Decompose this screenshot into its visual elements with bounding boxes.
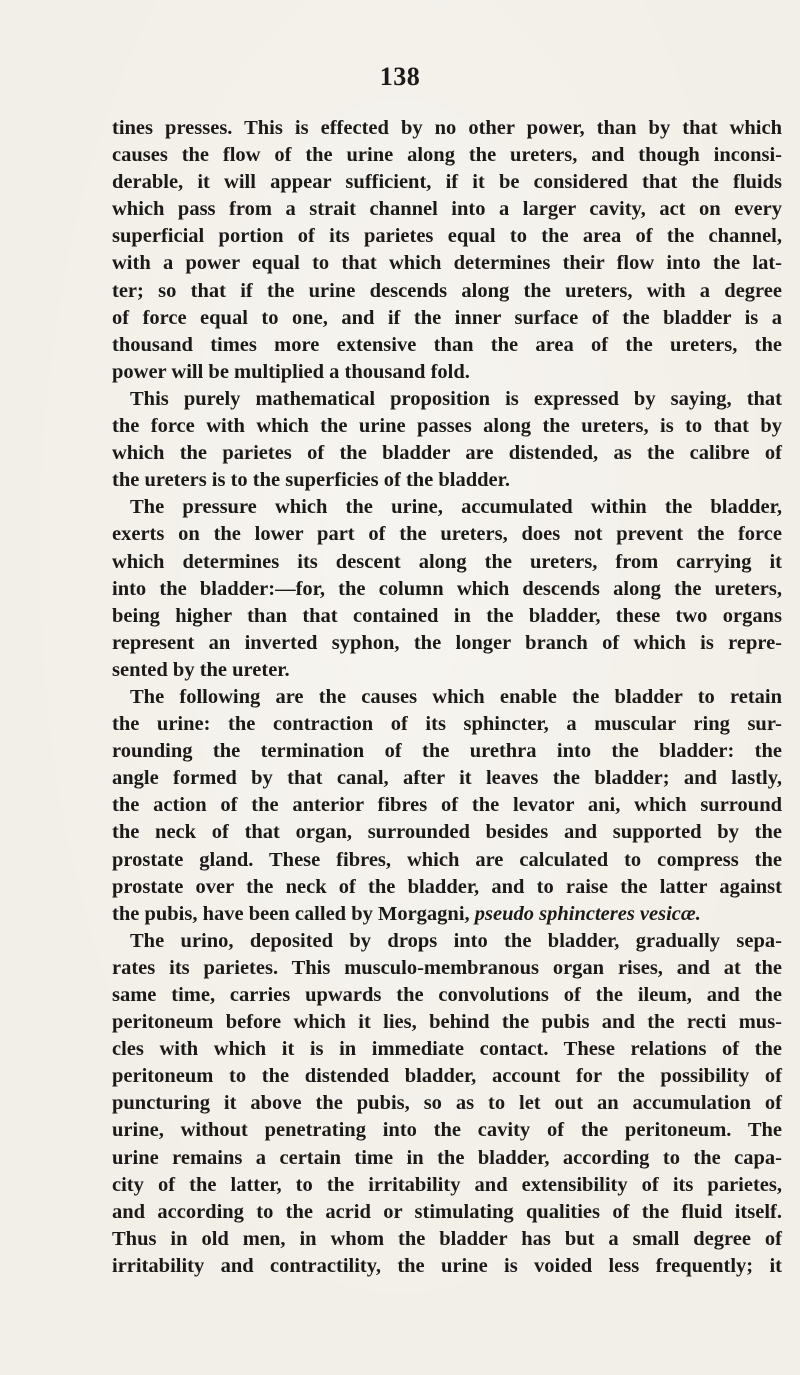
text-line-with-italic [112, 901, 782, 928]
text-line: angle formed by that canal, after it leaves the bladder; and lastly, [112, 767, 782, 790]
body-text [112, 115, 782, 1280]
text-line: the force with which the urine passes along the ureters, is to that by [112, 415, 782, 438]
text-line: the action of the anterior fibres of the levator ani, which surround [112, 794, 782, 817]
text-line: sented by the ureter. [112, 658, 290, 681]
text-line: superficial portion of its parietes equal to the area of the channel, [112, 225, 782, 248]
text-line: rounding the termination of the urethra into the bladder: the [112, 740, 782, 763]
text-line: urine remains a certain time in the bladder, according to the capa- [112, 1146, 782, 1169]
text-line: with a power equal to that which determines their flow into the lat- [112, 252, 782, 275]
text-line: the ureters is to the superficies of the bladder. [112, 469, 510, 492]
text-line: The following are the causes which enable the bladder to retain [130, 685, 782, 708]
text-line: puncturing it above the pubis, so as to let out an accumulation of [112, 1092, 782, 1115]
text-line: Thus in old men, in whom the bladder has but a small degree of [112, 1227, 782, 1250]
text-line: ter; so that if the urine descends along the ureters, with a degree [112, 279, 782, 302]
text-line: rates its parietes. This musculo-membranous organ rises, and at the [112, 956, 782, 979]
text-line: being higher than that contained in the bladder, these two organs [112, 604, 782, 627]
page-number: 138 [379, 62, 421, 91]
text-line: causes the flow of the urine along the ureters, and though inconsi- [112, 144, 782, 167]
text-line: power will be multiplied a thousand fold. [112, 360, 470, 383]
text-line: cles with which it is in immediate contact. These relations of the [112, 1038, 782, 1061]
text-line: The pressure which the urine, accumulated within the bladder, [130, 496, 782, 519]
text-line: and according to the acrid or stimulating qualities of the fluid itself. [112, 1200, 782, 1223]
text-line: urine, without penetrating into the cavity of the peritoneum. The [112, 1119, 782, 1142]
text-line: same time, carries upwards the convolutions of the ileum, and the [112, 984, 782, 1006]
text-line: irritability and contractility, the urine is voided less frequently; it [112, 1254, 782, 1277]
text-line: of force equal to one, and if the inner surface of the bladder is a [112, 306, 782, 329]
text-line: into the bladder:—for, the column which descends along the ureters, [112, 577, 782, 600]
text-line: represent an inverted syphon, the longer branch of which is repre- [112, 631, 782, 654]
text-segment: the pubis, have been called by Morgagni, [112, 902, 475, 925]
text-line: which pass from a strait channel into a larger cavity, act on every [112, 198, 782, 221]
text-line: peritoneum before which it lies, behind the pubis and the recti mus- [112, 1011, 782, 1034]
text-line: exerts on the lower part of the ureters, does not prevent the force [112, 523, 782, 546]
text-line: The urino, deposited by drops into the bladder, gradually sepa- [130, 929, 782, 952]
text-line: This purely mathematical proposition is expressed by saying, that [130, 387, 782, 410]
text-line: which the parietes of the bladder are distended, as the calibre of [112, 442, 782, 465]
italic-term: pseudo sphincteres vesicæ. [474, 902, 701, 925]
text-line: derable, it will appear sufficient, if it be considered that the fluids [112, 171, 782, 194]
text-line: prostate over the neck of the bladder, and to raise the latter against [112, 875, 782, 898]
text-line: prostate gland. These fibres, which are calculated to compress the [112, 848, 782, 871]
text-line: city of the latter, to the irritability and extensibility of its parietes, [112, 1173, 782, 1196]
text-line: tines presses. This is effected by no other power, than by that which [112, 117, 782, 139]
text-line: peritoneum to the distended bladder, account for the possibility of [112, 1065, 782, 1088]
text-line: the neck of that organ, surrounded besides and supported by the [112, 821, 782, 844]
text-line: thousand times more extensive than the area of the ureters, the [112, 333, 782, 356]
text-line: which determines its descent along the ureters, from carrying it [112, 550, 782, 573]
text-line: the urine: the contraction of its sphincter, a muscular ring sur- [112, 713, 782, 736]
